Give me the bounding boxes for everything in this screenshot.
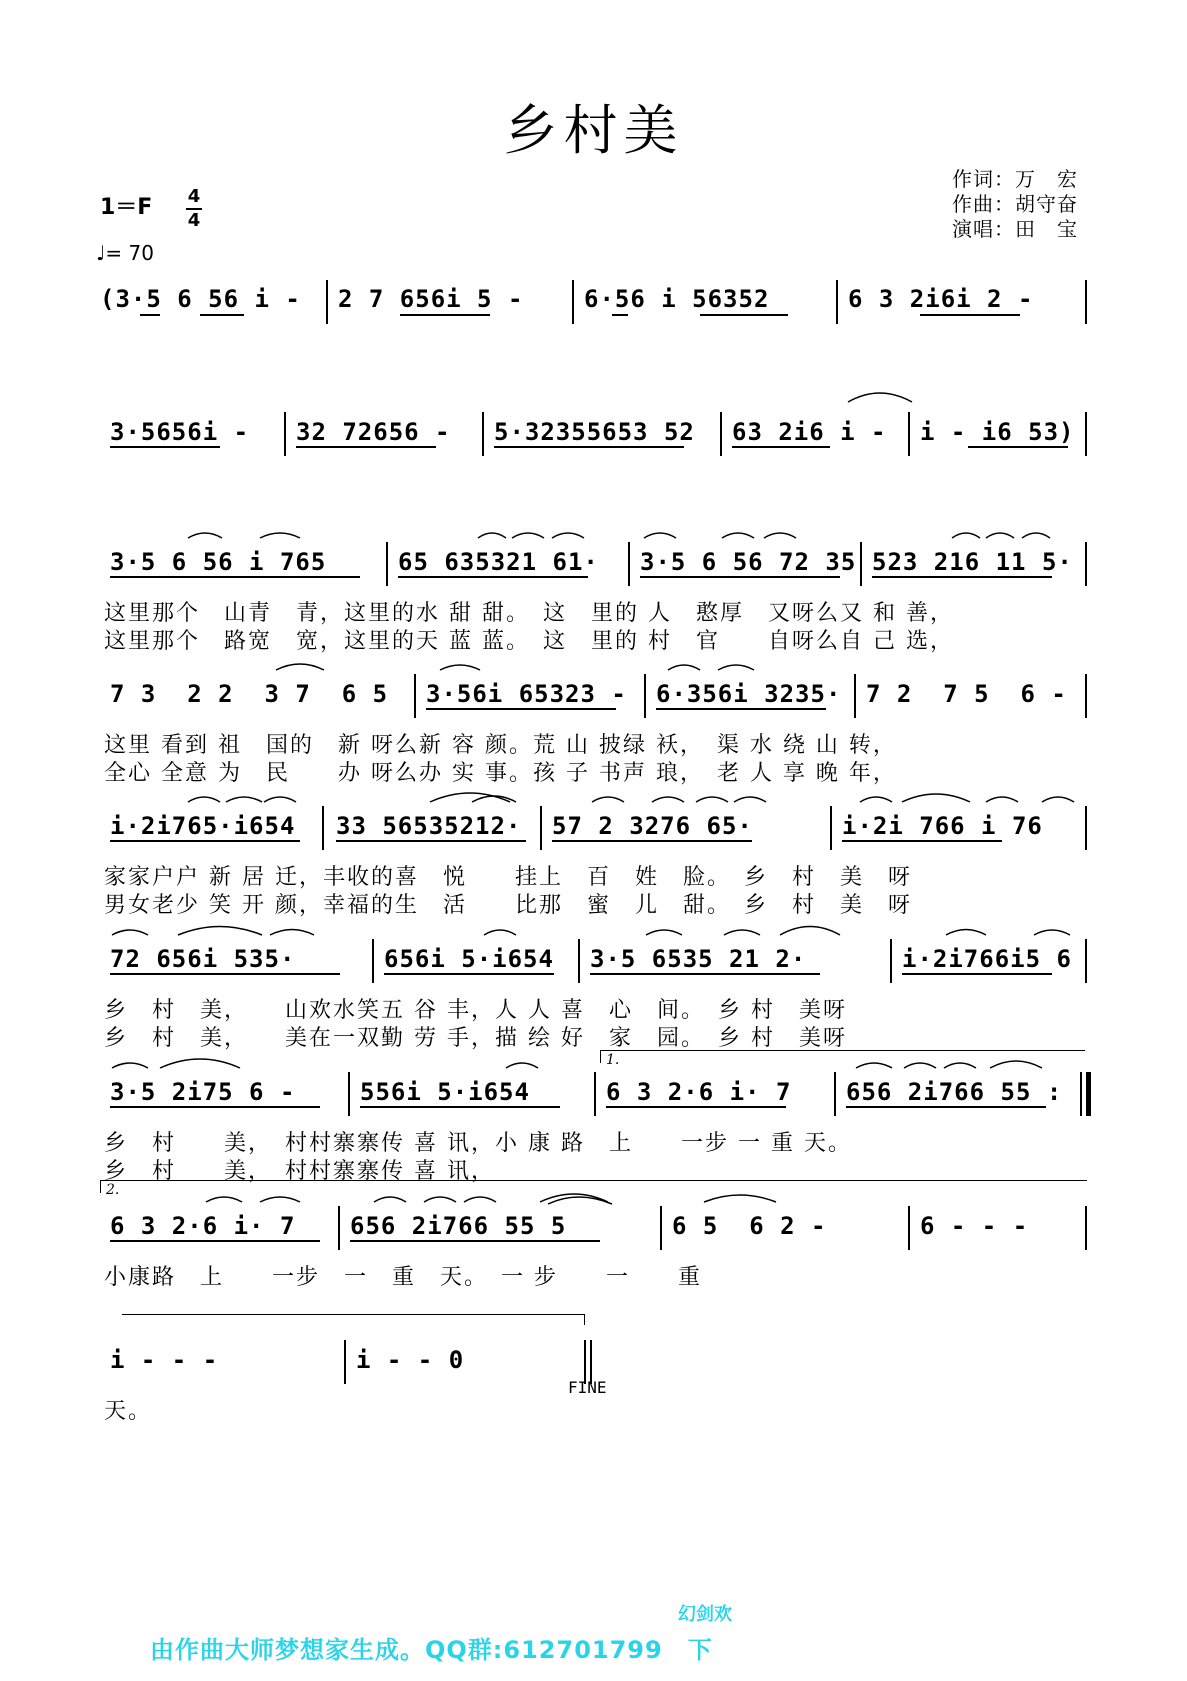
measure: 3·5 2i75 6 - [110, 1078, 296, 1106]
slur [1034, 930, 1070, 935]
measure: 6 - - - [920, 1212, 1029, 1240]
measure: 6 3 2i6i 2 - [848, 285, 1034, 313]
slur [226, 797, 262, 802]
key-signature: 1＝F [100, 195, 153, 220]
lyric-line-2: 这里那个 路宽 宽，这里的天 蓝 蓝。 这 里的 村 官 自呀么自 己 选， [104, 629, 954, 654]
slur [856, 1063, 892, 1068]
slur [668, 665, 700, 670]
slur [506, 1063, 538, 1068]
measure: 32 72656 - [296, 418, 451, 446]
measure: 2 7 656i 5 - [338, 285, 524, 313]
slur [718, 665, 754, 670]
measure: 656i 5·i654 [384, 945, 554, 973]
lyric-line-1: 乡 村 美， 村村寨寨传 喜 讯，小 康 路 上 一步 一 重 天。 [104, 1131, 852, 1156]
slur [178, 927, 262, 936]
measure: 6·56 i 56352 [584, 285, 770, 313]
footer-credit: 由作曲大师梦想家生成。QQ群:612701799 下 [150, 1636, 713, 1664]
slur [704, 1195, 776, 1202]
lyric-line-2: 男女老少 笑 开 颜，幸福的生 活 比那 蜜 儿 甜。 乡 村 美 呀 [104, 893, 912, 918]
measure: 656 2i766 55 : [846, 1078, 1063, 1106]
slur [1042, 797, 1074, 802]
measure: i·2i766i5 6 [902, 945, 1072, 973]
measure: 6·356i 3235· [656, 680, 842, 708]
measure: 72 656i 535· [110, 945, 296, 973]
slur [644, 533, 676, 538]
slur [260, 533, 300, 538]
measure: 3·5 6535 21 2· [590, 945, 807, 973]
slur [552, 533, 584, 538]
lyric-line-1: 乡 村 美， 山欢水笑五 谷 丰，人 人 喜 心 间。 乡 村 美呀 [104, 998, 847, 1023]
fine-marking: FINE [568, 1378, 607, 1397]
slur [848, 393, 912, 402]
measure: 33 56535212· [336, 812, 522, 840]
slur [188, 797, 220, 802]
slur [780, 927, 840, 936]
slur [944, 1063, 976, 1068]
slur [112, 930, 148, 935]
measure: i - i6 53) [920, 418, 1075, 446]
measure: i - - - [110, 1346, 219, 1374]
lyricist-credit: 作词：万 宏 [952, 167, 1078, 191]
watermark-text: 幻剑欢 [678, 1604, 732, 1625]
lyric-line-1: 天。 [104, 1399, 153, 1424]
slur [764, 533, 796, 538]
measure: 7 2 7 5 6 - [866, 680, 1067, 708]
slur [430, 793, 510, 802]
measure: 63 2i6 i - [732, 418, 887, 446]
tempo-marking: ♩= 70 [96, 241, 154, 265]
lyric-line-1: 家家户户 新 居 迁，丰收的喜 悦 挂上 百 姓 脸。 乡 村 美 呀 [104, 865, 912, 890]
measure: 3·56i 65323 - [426, 680, 627, 708]
measure: i - - 0 [356, 1346, 465, 1374]
slur [440, 665, 480, 670]
measure: 523 216 11 5· [872, 548, 1073, 576]
slur [724, 930, 760, 935]
lyric-line-2: 乡 村 美， 村村寨寨传 喜 讯， [104, 1159, 495, 1184]
lyric-line-2: 乡 村 美， 美在一双勤 劳 手，描 绘 好 家 园。 乡 村 美呀 [104, 1026, 847, 1051]
slur [986, 533, 1014, 538]
slur [646, 930, 682, 935]
slur [734, 797, 766, 802]
slur [986, 797, 1018, 802]
slur [264, 797, 296, 802]
slur [592, 797, 624, 802]
slur [548, 1197, 612, 1204]
measure: 656 2i766 55 5 [350, 1212, 567, 1240]
slur [952, 533, 980, 538]
slur [374, 1197, 406, 1202]
lyric-line-1: 这里那个 山青 青，这里的水 甜 甜。 这 里的 人 憨厚 又呀么又 和 善， [104, 601, 954, 626]
slur [696, 797, 728, 802]
slur [484, 930, 516, 935]
slur [860, 797, 892, 802]
slur [260, 1197, 300, 1202]
slur [904, 1063, 936, 1068]
slur [206, 1197, 242, 1202]
measure: (3·5 6 56 i - [100, 285, 301, 313]
page-title: 乡村美 [503, 99, 684, 162]
slur [424, 1197, 456, 1202]
slur [512, 533, 544, 538]
measure: i·2i765·i654 [110, 812, 296, 840]
measure: 3·5656i - [110, 418, 250, 446]
measure: 6 3 2·6 i· 7 [110, 1212, 296, 1240]
slur [112, 1063, 148, 1068]
slur [902, 794, 970, 802]
measure: 6 5 6 2 - [672, 1212, 827, 1240]
measure: 57 2 3276 65· [552, 812, 753, 840]
slur [946, 930, 986, 936]
measure: 65 635321 61· [398, 548, 599, 576]
slur [270, 930, 314, 936]
slur [990, 1061, 1042, 1068]
slur [188, 533, 222, 538]
slur [540, 1194, 608, 1202]
volta-2-label: 2. [106, 1182, 120, 1198]
composer-credit: 作曲：胡守奋 [952, 192, 1078, 216]
lyric-line-2: 全心 全意 为 民 办 呀么办 实 事。孩 子 书声 琅， 老 人 享 晚 年， [104, 761, 897, 786]
meter-bottom: 4 [187, 210, 201, 231]
measure: 6 3 2·6 i· 7 [606, 1078, 792, 1106]
lyric-line-1: 小康路 上 一步 一 重 天。 一 步 一 重 [104, 1265, 702, 1290]
measure: 556i 5·i654 [360, 1078, 530, 1106]
slur [1022, 533, 1050, 538]
slur [464, 1197, 496, 1202]
slur [160, 1059, 240, 1068]
slur [478, 533, 506, 538]
slur [722, 533, 754, 538]
measure: 3·5 6 56 i 765 [110, 548, 327, 576]
volta-1-label: 1. [606, 1052, 620, 1068]
slur [276, 664, 324, 670]
measure: i·2i 766 i 76 [842, 812, 1043, 840]
slur [652, 797, 684, 802]
singer-credit: 演唱：田 宝 [952, 217, 1078, 241]
measure: 3·5 6 56 72 35 [640, 548, 857, 576]
measure: 7 3 2 2 3 7 6 5 [110, 680, 389, 708]
measure: 5·32355653 52 [494, 418, 695, 446]
lyric-line-1: 这里 看到 祖 国的 新 呀么新 容 颜。荒 山 披绿 袄， 渠 水 绕 山 转， [104, 733, 897, 758]
meter-top: 4 [187, 186, 201, 207]
